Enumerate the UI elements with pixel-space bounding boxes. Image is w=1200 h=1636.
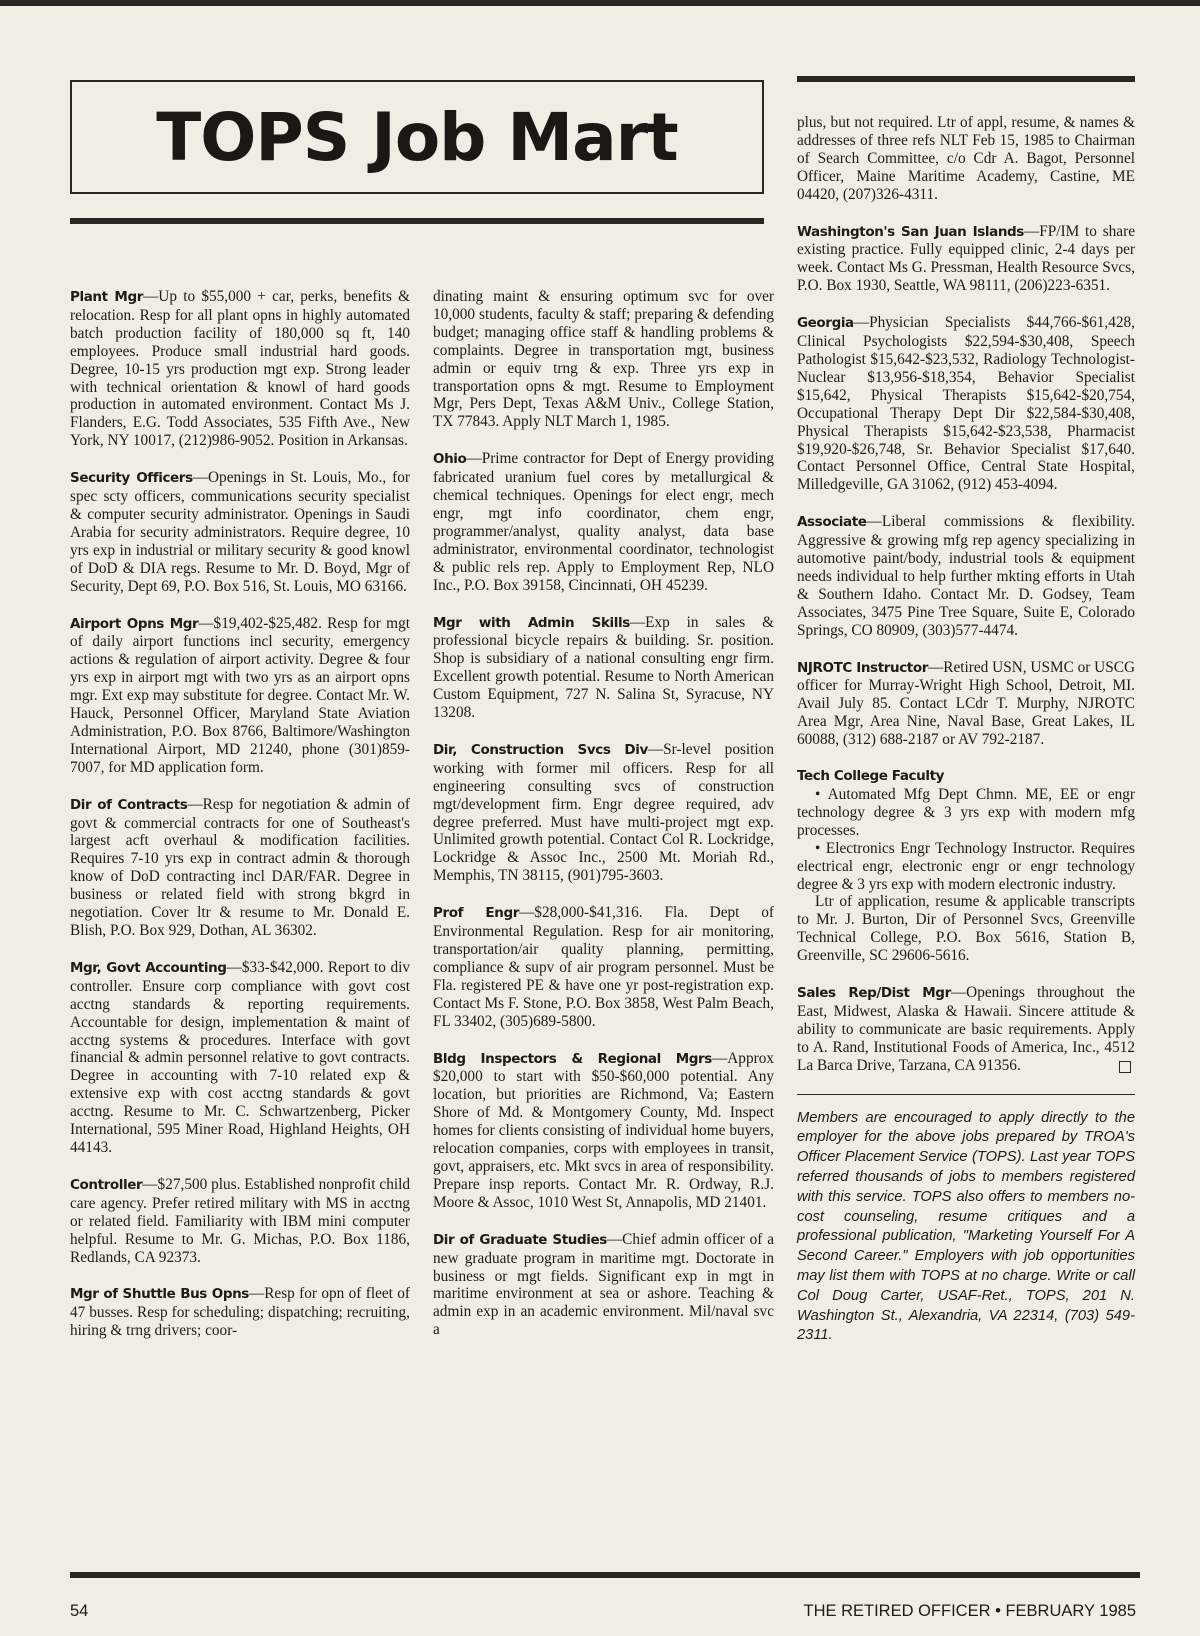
job-listing (433, 450, 774, 594)
job-heading: Ohio (433, 451, 467, 468)
job-listing (70, 959, 410, 1157)
job-heading: Dir of Contracts (70, 796, 188, 813)
page-title: TOPS Job Mart (156, 98, 678, 176)
job-text: —Openings throughout the East, Midwest, Alaska & Hawaii. Sincere attitude & ability to communicate are basic requirements. Apply to A. Rand, Institutional Foods of America, Inc., 4512 La Barca Drive, Tarzana, CA 91356. (797, 984, 1136, 1074)
job-listing (797, 659, 1135, 750)
job-text: —Liberal commissions & flexibility. Aggressive & growing mfg rep agency specializing in automotive paint/body, industrial tools & equipment needs individual to help further mkting efforts in Utah & Southern Idaho. Contact Mr. D. Godsey, Team Associates, 3475 Pine Tree Square, Suite E, Colorado Springs, CO 80909, (303)577-4474. (797, 513, 1135, 639)
job-listing (433, 1231, 774, 1339)
job-text: —Sr-level position working with former mil officers. Resp for all engineering consulting svcs of construction mgt/development firm. Engr degree required, adv degree preferred. Must have multi-project mgt exp. Unlimited growth potential. Contact Col R. Lockridge, Lockridge & Assoc Inc., 2500 Mt. Moriah Rd., Memphis, TN 38115, (901)795-3603. (433, 740, 774, 885)
job-text: dinating maint & ensuring optimum svc for over 10,000 students, faculty & staff; preparing & defending budget; managing office staff & handling problems & complaints. Degree in transportation mgt, business admin or equiv trng & exp. Three yrs exp in transportation opns & mgt. Resume to Employment Mgr, Pers Dept, Texas A&M Univ., College Station, TX 77843. Apply NLT March 1, 1985. (433, 288, 774, 431)
job-text: —$28,000-$41,316. Fla. Dept of Environmental Regulation. Resp for air monitoring, transportation/air quality planning, permitting, compliance & supv of air program personnel. Must be Fla. registered PE & have one yr post-registration exp. Contact Ms F. Stone, P.O. Box 3858, West Palm Beach, FL 33402, (305)689-5800. (433, 904, 774, 1030)
job-listing (70, 796, 410, 940)
job-heading: Mgr of Shuttle Bus Opns (70, 1286, 249, 1303)
job-heading: Plant Mgr (70, 289, 143, 305)
job-text: —Resp for negotiation & admin of govt & commercial contracts for one of Southeast's largest acft overhaul & modification facilities. Requires 7-10 yrs exp in contract admin & thorough know of DoD contracting incl DAR/FAR. Degree in business or related field with strong bkgrd in negotiation. Cover ltr & resume to Mr. Donald E. Blish, P.O. Box 929, Dothan, AL 36302. (70, 795, 410, 939)
footer-rule (70, 1572, 1140, 1578)
column-top-rule (797, 76, 1135, 82)
job-heading: Mgr with Admin Skills (433, 614, 630, 631)
job-text: —Openings in St. Louis, Mo., for spec scty officers, communications security specialist & computer security administrator. Openings in Saudi Arabia for security administrators. Require degree, 10 yrs exp in industrial or military security & good knowl of DoD & DIA regs. Resume to Mr. D. Boyd, Mgr of Security, Dept 69, P.O. Box 516, St. Louis, MO 63166. (70, 469, 410, 595)
job-heading: Washington's San Juan Islands (797, 223, 1024, 240)
job-heading: Security Officers (70, 470, 193, 487)
job-text: —Physician Specialists $44,766-$61,428, Clinical Psychologists $22,594-$30,408, Speech Pathologist $15,642-$23,532, Radiology Technologist-Nuclear $13,956-$18,354, Behavior Specialist $15,642, Physical Therapists $15,642-$20,754, Occupational Therapy Dept Dir $22,584-$30,408, Physical Therapists $15,642-$23,538, Pharmacist $19,920-$26,748, Sr. Behavior Specialist $17,640. Contact Personnel Office, Central State Hospital, Milledgeville, GA 31062, (912) 453-4094. (797, 314, 1135, 494)
job-text: —$33-$42,000. Report to div controller. Ensure corp compliance with govt cost acctng standards & reporting requirements. Accountable for design, implementation & maint of acctng systems & procedures. Interface with govt financial & admin personnel relative to govt contracts. Degree in accounting with 7-10 related exp & extensive exp with cost acctng standards & govt acctng. Resume to Mr. C. Schwartzenberg, Picker International, 595 Miner Road, Highland Heights, OH 44143. (70, 958, 410, 1156)
job-text: —Prime contractor for Dept of Energy providing fabricated uranium fuel cores by metallurgical & chemical techniques. Openings for elect engr, mech engr, mgt info coordinator, chem engr, programmer/analyst, quality analyst, data base administrator, environmental coordinator, technologist & public rels rep. Apply to Employment Rep, NLO Inc., P.O. Box 39158, Cincinnati, OH 45239. (433, 450, 774, 594)
job-heading: Dir, Construction Svcs Div (433, 741, 648, 758)
job-text: —Exp in sales & professional bicycle repairs & building. Sr. position. Shop is subsidiary of a national consulting engr firm. Excellent growth potential. Resume to North American Custom Equipment, 727 N. Salina St, Syracuse, NY 13208. (433, 613, 774, 722)
job-heading: NJROTC Instructor (797, 659, 928, 676)
column-2 (433, 288, 774, 1358)
job-heading: Tech College Faculty (797, 768, 945, 785)
job-heading: Georgia (797, 315, 854, 332)
job-text: —Approx $20,000 to start with $50-$60,000 potential. Any location, but priorities are Richmond, Va; Eastern Shore of Md. & Montgomery County, Md. Inspect homes for clients consisting of individual home buyers, relocation companies, corps with employees in transit, govt, appraisers, etc. Mkt svcs in area of responsibility. Prepare insp reports. Contact Mr. R. Ordway, R.J. Moore & Assoc, 1010 West St, Annapolis, MD 21401. (433, 1049, 774, 1211)
column-1 (70, 288, 410, 1359)
job-heading: Mgr, Govt Accounting (70, 959, 227, 976)
job-listing (70, 288, 410, 450)
title-box (70, 80, 764, 194)
end-mark-icon (1119, 1061, 1131, 1073)
job-text: Ltr of application, resume & applicable transcripts to Mr. J. Burton, Dir of Personnel Svcs, Greenville Technical College, P.O. Box 5616, Station B, Greenville, SC 29606-5616. (797, 893, 1135, 965)
job-text: —Retired USN, USMC or USCG officer for Murray-Wright High School, Detroit, MI. Avail July 85. Contact LCdr T. Murphy, NJROTC Area Mgr, Area Nine, Naval Base, Great Lakes, IL 60088, (312) 688-2187 or AV 792-2187. (797, 658, 1135, 749)
job-heading: Sales Rep/Dist Mgr (797, 985, 951, 1002)
job-listing (797, 223, 1135, 296)
job-listing (433, 614, 774, 722)
job-text: —Chief admin officer of a new graduate program in maritime mgt. Doctorate in business or mgt fields. Significant exp in mgt in maritime environment at sea or ashore. Teaching & admin exp in an academic environment. Mil/naval svc a (433, 1230, 774, 1339)
page-number: 54 (70, 1602, 89, 1620)
job-text: plus, but not required. Ltr of appl, resume, & names & addresses of three refs NLT Feb 15, 1985 to Chairman of Search Committee, c/o Cdr A. Bagot, Personnel Officer, Maine Maritime Academy, Castine, ME 04420, (207)326-4311. (797, 114, 1135, 203)
job-heading: Airport Opns Mgr (70, 615, 199, 632)
publication-line: THE RETIRED OFFICER • FEBRUARY 1985 (803, 1602, 1136, 1620)
job-text: —Up to $55,000 + car, perks, benefits & relocation. Resp for all plant opns in highly automated batch production facility of 180,000 sq ft, 140 employees. Produce small industrial hard goods. Degree, 10-15 yrs production mgt exp. Strong leader with technical orientation & knowl of hard goods production in automated environment. Contact Ms J. Flanders, E.G. Todd Associates, 535 Fifth Ave., New York, NY 10017, (212)986-9052. Position in Arkansas. (70, 288, 410, 450)
job-text: —$27,500 plus. Established nonprofit child care agency. Prefer retired military with MS in acctng or related field. Familiarity with IBM mini computer helpful. Resume to Mr. G. Michas, P.O. Box 1186, Redlands, CA 92373. (70, 1175, 410, 1266)
column-3 (797, 114, 1135, 1346)
job-heading: Controller (70, 1176, 143, 1193)
job-listing (433, 904, 774, 1030)
job-listing (433, 1050, 774, 1212)
tops-note: Members are encouraged to apply directly to the employer for the above jobs prepared by TROA's Officer Placement Service (TOPS). Last year TOPS referred thousands of jobs to members registered with this service. TOPS also offers to members no-cost counseling, resume critiques and a professional publication, "Marketing Yourself For A Second Career." Employers with job opportunities may list them with TOPS at no charge. Write or call Col Doug Carter, USAF-Ret., TOPS, 201 N. Washington St., Alexandria, VA 22314, (703) 549-2311. (797, 1094, 1135, 1347)
job-listing (433, 741, 774, 885)
job-listing (797, 984, 1135, 1075)
job-heading: Associate (797, 514, 867, 531)
title-rule (70, 218, 764, 224)
job-heading: Dir of Graduate Studies (433, 1231, 607, 1248)
bullet-item: • Electronics Engr Technology Instructor. Requires electrical engr, electronic engr or engr technology degree & 3 yrs exp with modern electronic industry. (797, 840, 1135, 894)
job-listing (797, 314, 1135, 494)
job-text: —$19,402-$25,482. Resp for mgt of daily airport functions incl security, emergency actions & regulation of airport activity. Degree & four yrs exp in airport mgt with two yrs as an airport opns mgr. Ext exp may substitute for degree. Contact Mr. W. Hauck, Personnel Officer, Maryland State Aviation Administration, P.O. Box 8766, Baltimore/Washington International Airport, MD 21240, phone (301)859-7007, for MD application form. (70, 614, 410, 776)
tech-college-listing (797, 768, 1135, 965)
job-listing (797, 114, 1135, 204)
job-listing (70, 1285, 410, 1340)
job-listing (70, 615, 410, 777)
job-listing (70, 1176, 410, 1267)
job-listing (797, 513, 1135, 639)
job-heading: Bldg Inspectors & Regional Mgrs (433, 1050, 712, 1067)
job-text: —Resp for opn of fleet of 47 busses. Resp for scheduling; dispatching; recruiting, hiring & trng drivers; coor- (70, 1285, 410, 1340)
page-top-border (0, 0, 1200, 6)
job-listing (70, 469, 410, 595)
bullet-item: • Automated Mfg Dept Chmn. ME, EE or engr technology degree & 3 yrs exp with modern mfg processes. (797, 786, 1135, 840)
job-listing (433, 288, 774, 431)
job-heading: Prof Engr (433, 905, 519, 922)
job-text: —FP/IM to share existing practice. Fully equipped clinic, 2-4 days per week. Contact Ms G. Pressman, Health Resource Svcs, P.O. Box 1930, Seattle, WA 98111, (206)223-6351. (797, 222, 1135, 295)
